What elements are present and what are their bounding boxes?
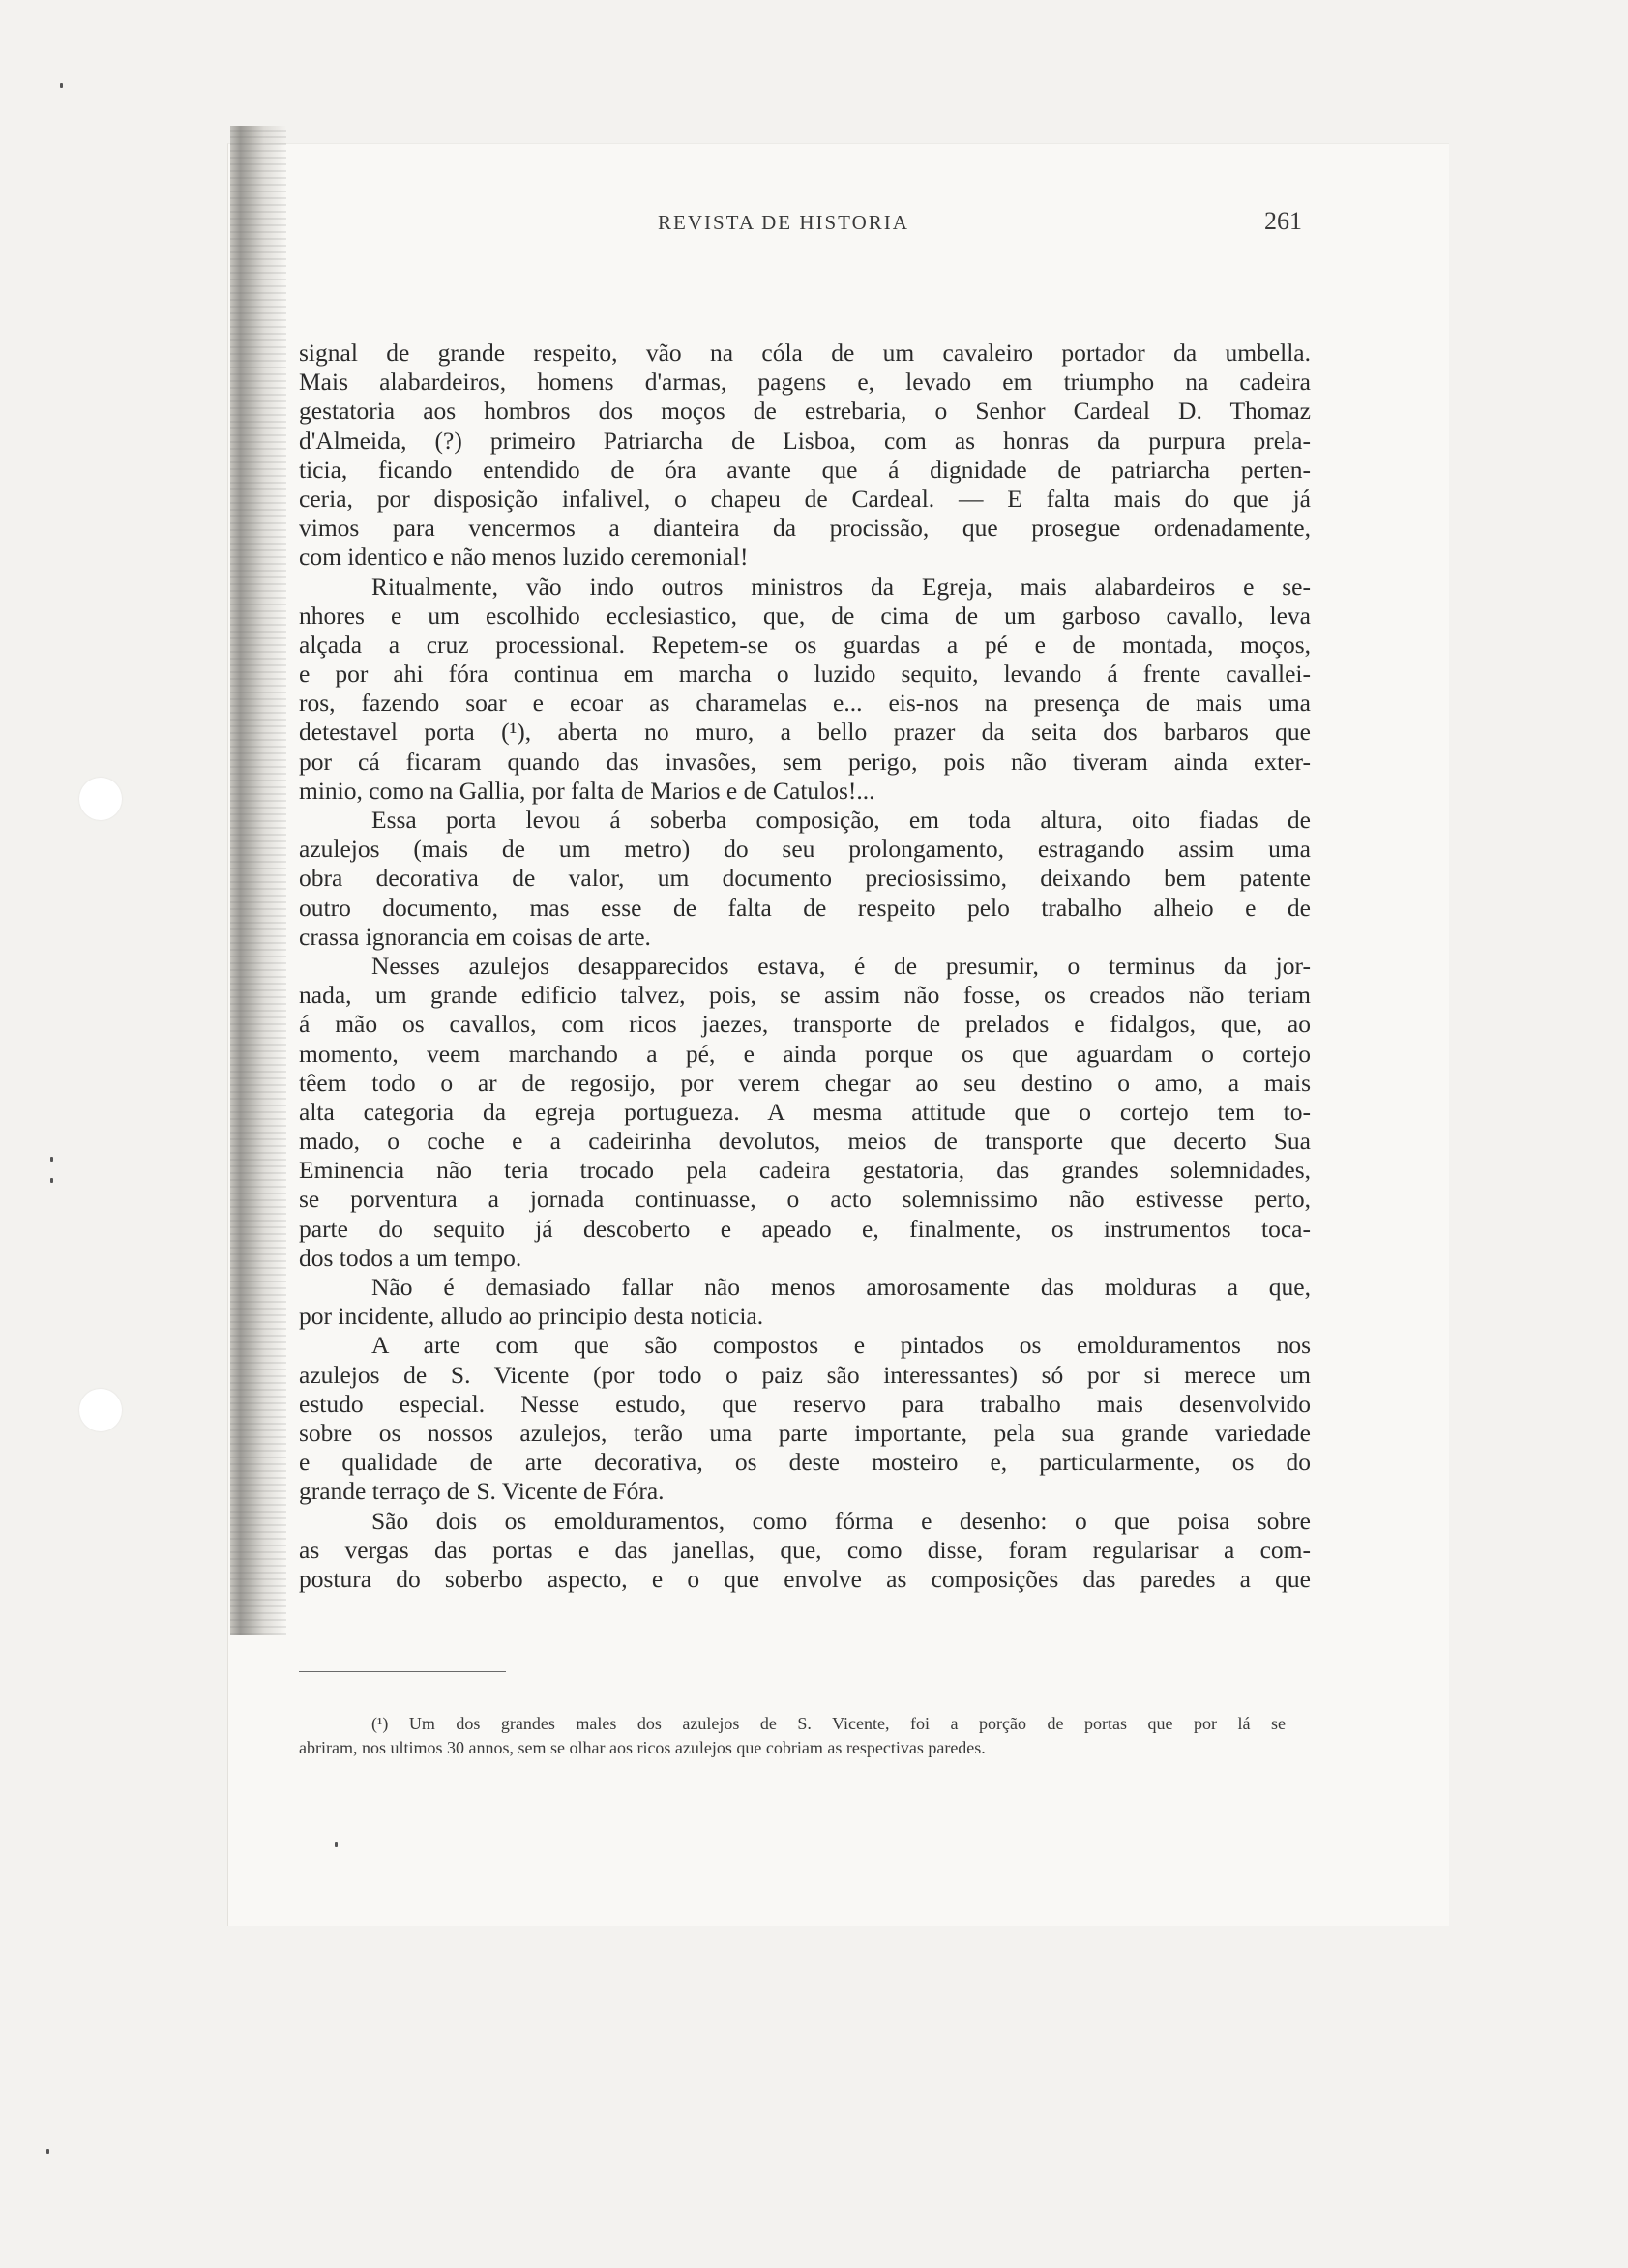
footnote-line: (¹) Um dos grandes males dos azulejos de S. Vicente, foi a porção de portas que por lá se	[371, 1714, 1286, 1733]
text-line: alçada a cruz processional. Repetem-se os guardas a pé e de montada, moços,	[299, 630, 1311, 659]
paper-speck	[50, 1157, 53, 1162]
footnote-line: abriram, nos ultimos 30 annos, sem se olhar aos ricos azulejos que cobriam as respectivas paredes.	[299, 1738, 986, 1757]
text-line: ceria, por disposição infalivel, o chapeu de Cardeal. — E falta mais do que já	[299, 484, 1311, 513]
text-line: sobre os nossos azulejos, terão uma parte importante, pela sua grande variedade	[299, 1418, 1311, 1447]
text-line: Eminencia não teria trocado pela cadeira gestatoria, das grandes solemnidades,	[299, 1156, 1311, 1185]
text-line: minio, como na Gallia, por falta de Marios e de Catulos!...	[299, 776, 875, 805]
text-line: vimos para vencermos a dianteira da procissão, que prosegue ordenadamente,	[299, 514, 1311, 543]
text-line: momento, veem marchando a pé, e ainda porque os que aguardam o cortejo	[299, 1039, 1311, 1068]
text-line: nhores e um escolhido ecclesiastico, que, de cima de um garboso cavallo, leva	[299, 601, 1311, 630]
paper-speck	[335, 1842, 338, 1847]
text-line: São dois os emolduramentos, como fórma e desenho: o que poisa sobre	[371, 1506, 1311, 1535]
text-line: obra decorativa de valor, um documento preciosissimo, deixando bem patente	[299, 864, 1311, 893]
text-line: ticia, ficando entendido de óra avante que á dignidade de patriarcha perten-	[299, 455, 1311, 484]
text-line: postura do soberbo aspecto, e o que envolve as composições das paredes a que	[299, 1564, 1311, 1593]
footnote	[299, 1712, 1286, 1760]
text-line: azulejos (mais de um metro) do seu prolongamento, estragando assim uma	[299, 835, 1311, 864]
text-line: por cá ficaram quando das invasões, sem perigo, pois não tiveram ainda exter-	[299, 747, 1311, 776]
text-line: com identico e não menos luzido ceremonial!	[299, 543, 749, 572]
punch-hole-lower	[79, 1389, 122, 1431]
paper-speck	[46, 2149, 49, 2154]
page-number: 261	[1264, 207, 1302, 235]
text-line: têem todo o ar de regosijo, por verem chegar ao seu destino o amo, a mais	[299, 1068, 1311, 1097]
text-line: Mais alabardeiros, homens d'armas, pagens e, levado em triumpho na cadeira	[299, 368, 1311, 397]
paper-speck	[50, 1178, 53, 1183]
text-line: grande terraço de S. Vicente de Fóra.	[299, 1477, 665, 1506]
text-line: gestatoria aos hombros dos moços de estrebaria, o Senhor Cardeal D. Thomaz	[299, 397, 1311, 426]
text-line: as vergas das portas e das janellas, que, como disse, foram regularisar a com-	[299, 1535, 1311, 1564]
text-line: Essa porta levou á soberba composição, em toda altura, oito fiadas de	[371, 806, 1311, 834]
binding-edge	[230, 126, 286, 1635]
text-line: crassa ignorancia em coisas de arte.	[299, 922, 651, 951]
text-line: se porventura a jornada continuasse, o acto solemnissimo não estivesse perto,	[299, 1185, 1311, 1214]
article-body	[299, 339, 1311, 1594]
text-line: estudo especial. Nesse estudo, que reservo para trabalho mais desenvolvido	[299, 1389, 1311, 1418]
text-line: Não é demasiado fallar não menos amorosamente das molduras a que,	[371, 1273, 1311, 1301]
text-line: e qualidade de arte decorativa, os deste mosteiro e, particularmente, os do	[299, 1448, 1311, 1477]
text-line: d'Almeida, (?) primeiro Patriarcha de Lisboa, com as honras da purpura prela-	[299, 426, 1311, 455]
text-line: alta categoria da egreja portugueza. A mesma attitude que o cortejo tem to-	[299, 1097, 1311, 1126]
text-line: signal de grande respeito, vão na cóla de um cavaleiro portador da umbella.	[299, 339, 1311, 367]
text-line: detestavel porta (¹), aberta no muro, a bello prazer da seita dos barbaros que	[299, 718, 1311, 747]
text-line: nada, um grande edificio talvez, pois, se assim não fosse, os creados não teriam	[299, 981, 1311, 1010]
text-line: A arte com que são compostos e pintados os emolduramentos nos	[371, 1331, 1311, 1360]
paper-speck	[60, 83, 63, 88]
text-line: e por ahi fóra continua em marcha o luzido sequito, levando á frente cavallei-	[299, 660, 1311, 689]
text-line: á mão os cavallos, com ricos jaezes, transporte de prelados e fidalgos, que, ao	[299, 1010, 1311, 1039]
text-line: mado, o coche e a cadeirinha devolutos, meios de transporte que decerto Sua	[299, 1127, 1311, 1156]
text-line: dos todos a um tempo.	[299, 1243, 522, 1272]
text-line: Nesses azulejos desapparecidos estava, é de presumir, o terminus da jor-	[371, 951, 1311, 980]
footnote-divider	[299, 1671, 506, 1672]
text-line: outro documento, mas esse de falta de respeito pelo trabalho alheio e de	[299, 893, 1311, 922]
text-line: azulejos de S. Vicente (por todo o paiz são interessantes) só por si merece um	[299, 1360, 1311, 1389]
text-line: Ritualmente, vão indo outros ministros da Egreja, mais alabardeiros e se-	[371, 572, 1311, 601]
running-head: REVISTA DE HISTORIA	[658, 211, 909, 234]
text-line: por incidente, alludo ao principio desta noticia.	[299, 1302, 764, 1331]
text-line: ros, fazendo soar e ecoar as charamelas e... eis-nos na presença de mais uma	[299, 689, 1311, 718]
text-line: parte do sequito já descoberto e apeado e, finalmente, os instrumentos toca-	[299, 1214, 1311, 1243]
punch-hole-upper	[79, 778, 122, 820]
